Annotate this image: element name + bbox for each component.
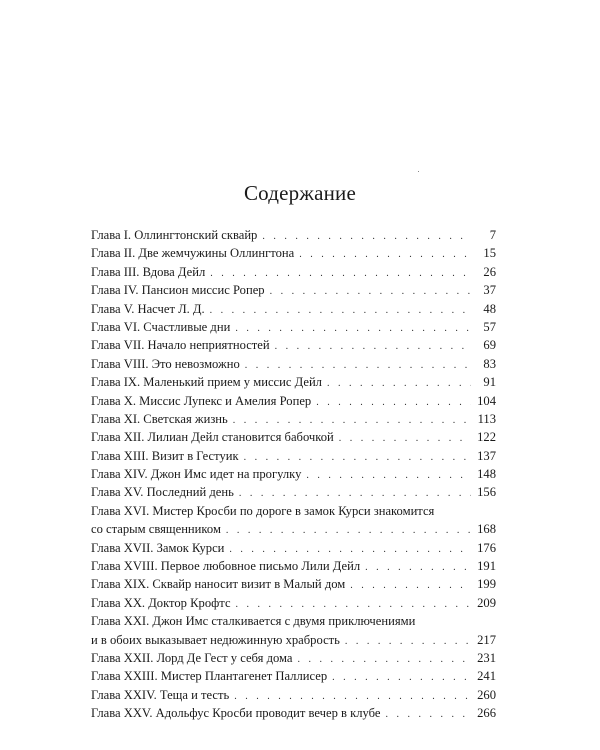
toc-entry (91, 336, 496, 354)
toc-entry-page-number: 57 (483, 319, 496, 334)
toc-entry-title: Глава XVII. Замок Курси (91, 540, 225, 555)
toc-entry-page-number: 48 (483, 301, 496, 316)
toc-entry-line (91, 631, 496, 649)
toc-entry-title: Глава XXII. Лорд Де Гест у себя дома (91, 650, 293, 665)
toc-entry-line (91, 667, 496, 685)
toc-entry-line (91, 520, 496, 538)
toc-entry-page-number: 209 (477, 595, 496, 610)
toc-entry (91, 649, 496, 667)
toc-entry-page-number: 191 (477, 559, 496, 574)
toc-entry-page-number: 104 (477, 393, 496, 408)
toc-entry-line (91, 226, 496, 244)
toc-entry (91, 686, 496, 704)
toc-entry (91, 667, 496, 685)
toc-entry (91, 575, 496, 593)
toc-entry-line (91, 575, 496, 593)
toc-entry-title: Глава XX. Доктор Крофтс (91, 595, 231, 610)
toc-entry-line (91, 281, 496, 299)
toc-entry-page-number: 241 (477, 669, 496, 684)
toc-entry (91, 612, 496, 649)
page-title: Содержание (243, 181, 357, 205)
toc-entry (91, 704, 496, 722)
toc-entry-line (91, 410, 496, 428)
toc-entry-page-number: 156 (477, 485, 496, 500)
toc-entry-line (91, 318, 496, 336)
toc-entry-title: Глава III. Вдова Дейл (91, 264, 206, 279)
toc-entry (91, 263, 496, 281)
toc-entry-title: Глава XXIV. Теща и тесть (91, 687, 230, 702)
toc-entry-page-number: 199 (477, 577, 496, 592)
toc-entry-page-number: 266 (477, 706, 496, 721)
toc-entry-title: Глава XIII. Визит в Гестуик (91, 448, 239, 463)
toc-entry-title: Глава VI. Счастливые дни (91, 319, 231, 334)
toc-entry-line (91, 263, 496, 281)
toc-entry-title: Глава V. Насчет Л. Д. (91, 301, 205, 316)
toc-entry-line (91, 686, 496, 704)
toc-entry-line (91, 649, 496, 667)
toc-entry-page-number: 69 (483, 338, 496, 353)
toc-entry-title: Глава VII. Начало неприятностей (91, 338, 270, 353)
toc-entry-line (91, 392, 496, 410)
toc-entry-page-number: 37 (483, 283, 496, 298)
toc-entry-line (91, 557, 496, 575)
toc-entry-line (91, 355, 496, 373)
print-speck (418, 171, 419, 172)
toc-entry-title: Глава II. Две жемчужины Оллингтона (91, 246, 295, 261)
toc-entry-page-number: 137 (477, 448, 496, 463)
toc-entry (91, 465, 496, 483)
toc-entry-title: Глава XXV. Адольфус Кросби проводит вечер в клубе (91, 706, 381, 721)
toc-entry-line (91, 465, 496, 483)
toc-entry-line (91, 483, 496, 501)
toc-entry (91, 355, 496, 373)
toc-entry-title: Глава VIII. Это невозможно (91, 356, 240, 371)
toc-entry (91, 226, 496, 244)
toc-entry-line (91, 244, 496, 262)
toc-entry-title: Глава X. Миссис Лупекс и Амелия Ропер (91, 393, 312, 408)
toc-entry (91, 392, 496, 410)
toc-entry (91, 502, 496, 539)
toc-entry-title: Глава IX. Маленький прием у миссис Дейл (91, 375, 322, 390)
toc-entry-page-number: 148 (477, 467, 496, 482)
toc-entry-page-number: 231 (477, 650, 496, 665)
toc-entry-title: Глава XIV. Джон Имс идет на прогулку (91, 467, 302, 482)
toc-entry-line (91, 447, 496, 465)
toc-entry-page-number: 83 (483, 356, 496, 371)
toc-entry-page-number: 91 (483, 375, 496, 390)
toc-entry-title: Глава XII. Лилиан Дейл становится бабочкой (91, 430, 334, 445)
toc-entry-page-number: 122 (477, 430, 496, 445)
toc-entry (91, 557, 496, 575)
toc-entry (91, 594, 496, 612)
toc-entry (91, 483, 496, 501)
toc-entry (91, 281, 496, 299)
toc-entry (91, 539, 496, 557)
toc-entry-title: и в обоих выказывает недюжинную храбрость (91, 632, 340, 647)
toc-entry-line (91, 373, 496, 391)
toc-entry-title: со старым священником (91, 522, 221, 537)
toc-entry-page-number: 260 (477, 687, 496, 702)
toc-entry (91, 318, 496, 336)
table-of-contents (91, 226, 496, 723)
toc-entry-title: Глава IV. Пансион миссис Ропер (91, 283, 265, 298)
toc-entry-line (91, 539, 496, 557)
toc-entry-title: Глава XI. Светская жизнь (91, 411, 228, 426)
toc-entry-title: Глава I. Оллингтонский сквайр (91, 228, 258, 242)
dot-leader (385, 706, 471, 724)
toc-entry-title-first-line: Глава XVI. Мистер Кросби по дороге в замок Курси знакомится (91, 503, 435, 518)
toc-entry-page-number: 168 (477, 522, 496, 537)
toc-entry-title: Глава XV. Последний день (91, 485, 234, 500)
toc-entry-page-number: 26 (483, 264, 496, 279)
toc-entry (91, 300, 496, 318)
toc-entry-page-number: 15 (483, 246, 496, 261)
toc-entry-title: Глава XXIII. Мистер Плантагенет Паллисер (91, 669, 328, 684)
toc-entry (91, 410, 496, 428)
toc-entry (91, 428, 496, 446)
toc-entry (91, 373, 496, 391)
toc-entry-page-number: 113 (477, 411, 496, 426)
toc-entry-line (91, 300, 496, 318)
toc-entry-title: Глава XVIII. Первое любовное письмо Лили Дейл (91, 559, 361, 574)
toc-entry-title: Глава XIX. Сквайр наносит визит в Малый дом (91, 577, 346, 592)
toc-entry-line (91, 704, 496, 722)
toc-entry-line (91, 336, 496, 354)
toc-entry-page-number: 217 (477, 632, 496, 647)
toc-entry (91, 447, 496, 465)
toc-entry-line (91, 594, 496, 612)
toc-entry (91, 244, 496, 262)
toc-entry-line (91, 428, 496, 446)
toc-entry-title-first-line: Глава XXI. Джон Имс сталкивается с двумя приключениями (91, 614, 416, 629)
toc-entry-page-number: 7 (489, 228, 496, 242)
toc-entry-page-number: 176 (477, 540, 496, 555)
